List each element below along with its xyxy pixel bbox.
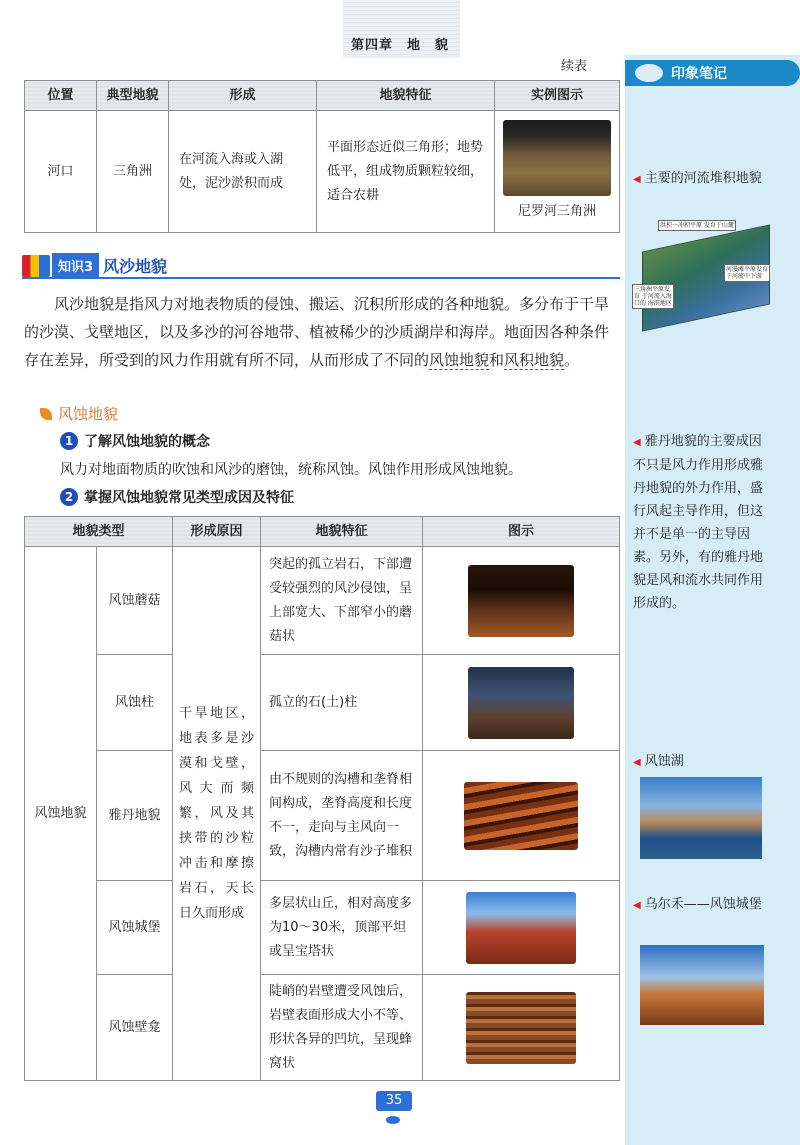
note-wind-lake	[633, 750, 773, 774]
example-cell	[495, 111, 620, 233]
landform-cell: 三角洲	[97, 111, 169, 233]
type-cell: 风蚀柱	[97, 655, 173, 751]
note-wuerhe	[633, 893, 773, 917]
sidebar-title-text: 印象笔记	[671, 66, 727, 82]
paragraph-text: 。	[564, 351, 580, 369]
wind-lake-photo	[640, 777, 762, 859]
type-cell: 风蚀壁龛	[97, 975, 173, 1081]
table-header: 地貌特征	[317, 81, 495, 111]
note-text: 乌尔禾——风蚀城堡	[644, 897, 762, 912]
book-icon	[22, 255, 50, 277]
note-text: 雅丹地貌的主要成因不只是风力作用形成雅丹地貌的外力作用，盛行风起主导作用，但这并不是单一的主导因素。另外，有的雅丹地貌是风和流水共同作用形成的。	[633, 434, 764, 611]
feature-cell: 由不规则的沟槽和垄脊相间构成，垄脊高度和长度不一，走向与主风向一致，沟槽内常有沙子堆积	[261, 751, 423, 881]
step-2	[60, 487, 294, 507]
page-number: 35	[376, 1091, 412, 1111]
river-landform-diagram	[632, 218, 774, 326]
triangle-icon: ◀	[633, 900, 641, 911]
section-heading	[40, 403, 118, 424]
wind-niche-photo	[466, 992, 576, 1064]
diagram-label: 河漫滩平原发育 于河流中下游	[726, 266, 769, 280]
diagram-label: 洪积一冲积平原 发育于山麓	[660, 222, 734, 229]
photo-caption: 尼罗河三角洲	[517, 203, 596, 219]
definition-text: 风力对地面物质的吹蚀和风沙的磨蚀，统称风蚀。风蚀作用形成风蚀地貌。	[60, 462, 522, 478]
elephant-icon	[635, 64, 663, 82]
note-river-deposition	[633, 167, 773, 191]
table-header: 位置	[25, 81, 97, 111]
step-number-icon: 1	[60, 432, 78, 450]
knowledge-title: 风沙地貌	[103, 257, 168, 276]
continued-label: 续表	[561, 59, 588, 74]
paragraph-text: 和	[489, 351, 505, 369]
delta-table	[24, 80, 620, 233]
triangle-icon: ◀	[633, 437, 641, 448]
diagram-label: 三角洲平原发育 于河流入海口的 海滨地区	[632, 284, 674, 309]
formation-cell: 在河流入海或入湖处，泥沙淤积而成	[169, 111, 317, 233]
chapter-title: 第四章 地 貌	[350, 38, 449, 53]
knowledge-heading	[22, 253, 167, 278]
wuerhe-castle-photo	[640, 945, 764, 1025]
table-header: 图示	[423, 517, 620, 547]
leaf-icon	[40, 408, 52, 420]
rock-pillar-photo	[468, 667, 574, 739]
feature-cell: 突起的孤立岩石，下部遭受较强烈的风沙侵蚀，呈上部宽大、下部窄小的蘑菇状	[261, 547, 423, 655]
type-cell: 风蚀城堡	[97, 881, 173, 975]
feature-cell: 孤立的石(土)柱	[261, 655, 423, 751]
step-number-icon: 2	[60, 488, 78, 506]
wind-erosion-table	[24, 516, 620, 1081]
paragraph-term: 风积地貌	[504, 351, 565, 369]
step-title: 了解风蚀地貌的概念	[84, 434, 210, 450]
table-header: 典型地貌	[97, 81, 169, 111]
knowledge-tag: 知识3	[52, 253, 99, 278]
wind-castle-photo	[466, 892, 576, 964]
table-header: 实例图示	[495, 81, 620, 111]
yardang-photo	[464, 782, 578, 850]
step-1	[60, 431, 210, 451]
location-cell: 河口	[25, 111, 97, 233]
image-cell	[423, 751, 620, 881]
nile-delta-photo	[503, 120, 611, 196]
type-cell: 雅丹地貌	[97, 751, 173, 881]
note-text: 主要的河流堆积地貌	[644, 171, 762, 186]
image-cell	[423, 655, 620, 751]
triangle-icon: ◀	[633, 174, 641, 185]
image-cell	[423, 975, 620, 1081]
feature-cell: 多层状山丘，相对高度多为10～30米，顶部平坦或呈宝塔状	[261, 881, 423, 975]
image-cell	[423, 881, 620, 975]
table-header: 形成原因	[173, 517, 261, 547]
feature-cell: 陡峭的岩壁遭受风蚀后，岩壁表面形成大小不等、形状各异的凹坑，呈现蜂窝状	[261, 975, 423, 1081]
bird-icon	[386, 1116, 400, 1124]
paragraph-term: 风蚀地貌	[429, 351, 490, 369]
table-header: 地貌特征	[261, 517, 423, 547]
sidebar-title	[625, 60, 800, 86]
intro-paragraph	[24, 290, 622, 374]
mushroom-rock-photo	[468, 565, 574, 637]
features-cell: 平面形态近似三角形；地势低平，组成物质颗粒较细，适合农耕	[317, 111, 495, 233]
heading-divider	[22, 277, 620, 279]
step-title: 掌握风蚀地貌常见类型成因及特征	[84, 490, 294, 506]
type-cell: 风蚀蘑菇	[97, 547, 173, 655]
paragraph-text: 风沙地貌是指风力对地表物质的侵蚀、搬运、沉积所形成的各种地貌。多分布于干旱的沙漠、戈壁地区，以及多沙的河谷地带、植被稀少的沙质湖岸和海岸。地面因各种条件存在差异，所受到的风力作用就有所不同，从而形成了不同的	[24, 295, 610, 369]
table-header: 地貌类型	[25, 517, 173, 547]
cause-cell: 干旱地区，地表多是沙漠和戈壁，风大而频繁，风及其挟带的沙粒冲击和摩擦岩石，天长日久而形成	[173, 547, 261, 1081]
category-cell: 风蚀地貌	[25, 547, 97, 1081]
note-text: 风蚀湖	[644, 754, 684, 769]
section-title: 风蚀地貌	[58, 405, 119, 423]
table-header: 形成	[169, 81, 317, 111]
triangle-icon: ◀	[633, 757, 641, 768]
image-cell	[423, 547, 620, 655]
note-yardang	[633, 430, 773, 615]
